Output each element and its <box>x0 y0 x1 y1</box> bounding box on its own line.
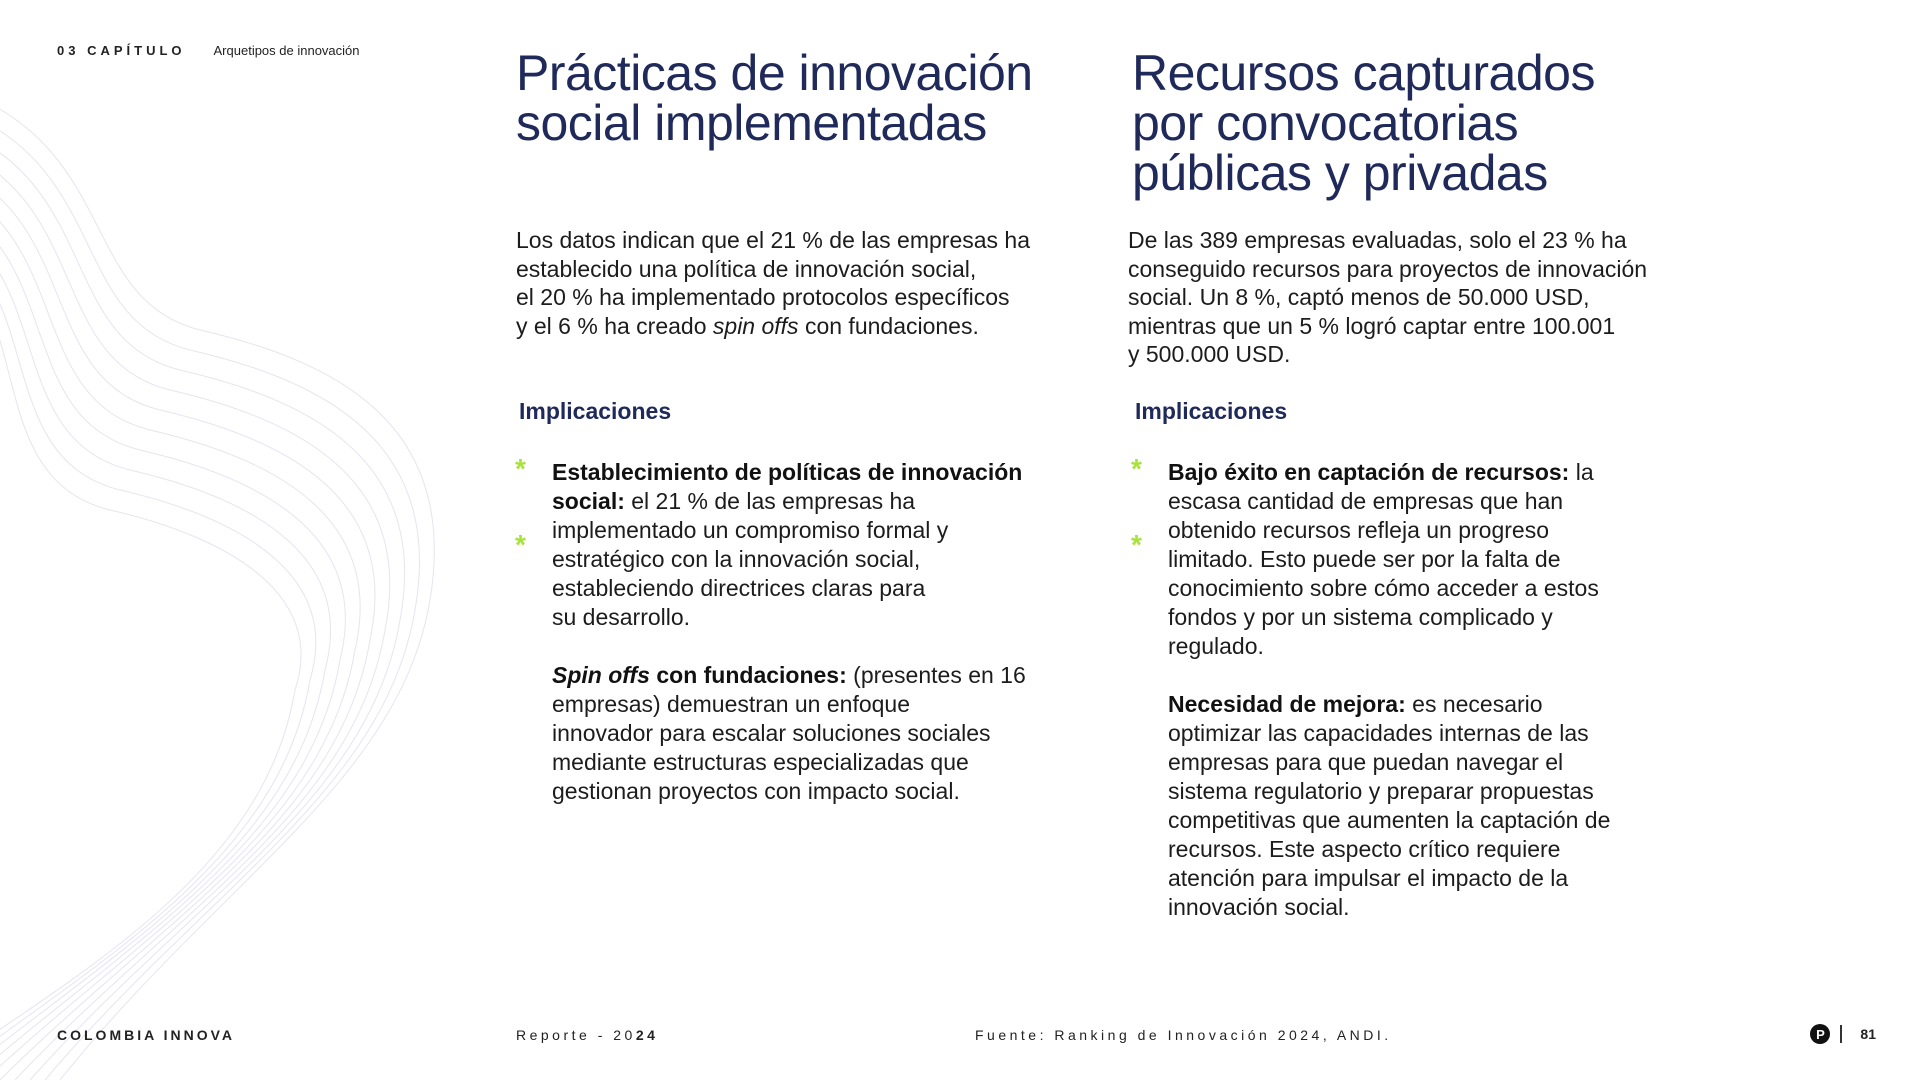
implications-list <box>1131 453 1688 922</box>
list-item: Bajo éxito en captación de recursos: la escasa cantidad de empresas que han obtenido recursos refleja un progreso limitado. Esto puede ser por la falta de conocimiento sobre cómo acceder a estos fondos y por un sistema complicado y regulado. <box>1168 459 1599 659</box>
section-resources-captured <box>1128 45 1712 920</box>
footer-report: Reporte - 2024 <box>516 1027 659 1043</box>
footer-source: Fuente: Ranking de Innovación 2024, ANDI. <box>975 1027 1392 1043</box>
asterisk-bullet-icon: * <box>1131 529 1142 560</box>
section-title: Recursos capturados por convocatorias públicas y privadas <box>1132 45 1595 201</box>
list-item: Necesidad de mejora: es necesario optimizar las capacidades internas de las empresas para que puedan navegar el sistema regulatorio y preparar propuestas competitivas que aumenten la captación de recursos. Este aspecto crítico requiere atención para impulsar el impacto de la innovación social. <box>1168 691 1611 920</box>
footer-brand: COLOMBIA INNOVA <box>57 1027 235 1043</box>
decorative-wave-lines <box>0 0 480 1080</box>
section-social-innovation-practices <box>515 45 1076 804</box>
list-item: Establecimiento de políticas de innovación social: el 21 % de las empresas ha implementado un compromiso formal y estratégico con la innovación social, estableciendo directrices claras para su desarrollo. <box>552 459 1023 630</box>
intro-paragraph: Los datos indican que el 21 % de las empresas ha establecido una política de innovación social, el 20 % ha implementado protocolos específicos y el 6 % ha creado spin offs con fundaciones. <box>516 227 1030 339</box>
asterisk-bullet-icon: * <box>515 453 526 484</box>
section-title: Prácticas de innovación social implementadas <box>516 45 1033 151</box>
chapter-title: Arquetipos de innovación <box>213 43 360 58</box>
asterisk-bullet-icon: * <box>1131 453 1142 484</box>
implications-heading: Implicaciones <box>519 398 672 424</box>
implications-heading: Implicaciones <box>1135 398 1288 424</box>
divider <box>1840 1025 1842 1043</box>
publisher-logo-icon: P <box>1810 1024 1830 1044</box>
chapter-label: 03 CAPÍTULO <box>57 43 186 58</box>
page-indicator <box>1810 1024 1876 1044</box>
list-item: Spin offs con fundaciones: (presentes en 16 empresas) demuestran un enfoque innovador para escalar soluciones sociales mediante estructuras especializadas que gestionan proyectos con impacto social. <box>552 662 1026 804</box>
page-number: 81 <box>1860 1026 1876 1042</box>
implications-list <box>515 453 1072 806</box>
chapter-header <box>57 43 360 58</box>
intro-paragraph: De las 389 empresas evaluadas, solo el 23 % ha conseguido recursos para proyectos de innovación social. Un 8 %, captó menos de 50.000 USD, mientras que un 5 % logró captar entre 100.001 y 500.000 USD. <box>1128 227 1648 367</box>
asterisk-bullet-icon: * <box>515 529 526 560</box>
